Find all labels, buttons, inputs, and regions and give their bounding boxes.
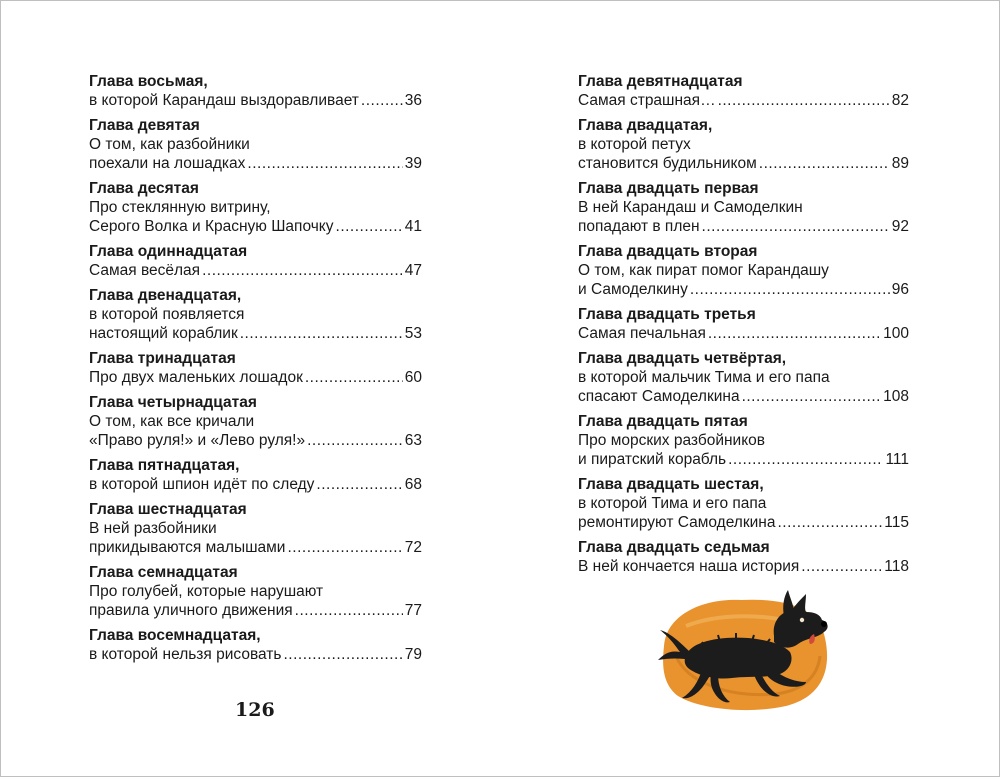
chapter-title: Глава пятнадцатая,: [89, 457, 240, 474]
chapter-subtitle-line: прикидываются малышами: [89, 539, 286, 556]
dot-leader: [202, 261, 403, 280]
chapter-subtitle-line: в которой петух: [578, 136, 691, 153]
chapter-title: Глава двадцать третья: [578, 306, 756, 323]
chapter-subtitle-line: в которой нельзя рисовать: [89, 646, 282, 663]
chapter-subtitle-line: в которой появляется: [89, 306, 245, 323]
chapter-page-number: 53: [404, 325, 422, 342]
dog-illustration: [656, 586, 832, 714]
chapter-page-number: 36: [404, 92, 422, 109]
chapter-title: Глава семнадцатая: [89, 564, 238, 581]
dot-leader: [316, 475, 402, 494]
toc-entry: [89, 242, 422, 280]
chapter-subtitle-line: настоящий кораблик: [89, 325, 238, 342]
chapter-subtitle-line: В ней разбойники: [89, 520, 217, 537]
chapter-title: Глава двадцать вторая: [578, 243, 758, 260]
chapter-page-number: 115: [884, 514, 909, 531]
chapter-title: Глава двенадцатая,: [89, 287, 242, 304]
chapter-last-line: [89, 475, 422, 494]
chapter-subtitle-line: и Самоделкину: [578, 281, 688, 298]
chapter-page-number: 41: [404, 218, 422, 235]
chapter-title: Глава двадцать пятая: [578, 413, 748, 430]
toc-entry: [578, 475, 909, 532]
dot-leader: [307, 431, 403, 450]
toc-entry: [578, 72, 909, 110]
dot-leader: [690, 280, 890, 299]
chapter-page-number: 68: [404, 476, 422, 493]
dot-leader: [702, 217, 890, 236]
chapter-subtitle-line: Самая страшная…: [578, 92, 716, 109]
toc-entry: [578, 305, 909, 343]
chapter-page-number: 39: [404, 155, 422, 172]
chapter-last-line: [89, 538, 422, 557]
chapter-subtitle-line: Про двух маленьких лошадок: [89, 369, 303, 386]
chapter-subtitle-line: В ней кончается наша история: [578, 558, 800, 575]
dot-leader: [718, 91, 890, 110]
chapter-page-number: 82: [891, 92, 909, 109]
chapter-page-number: 63: [404, 432, 422, 449]
chapter-subtitle-line: В ней Карандаш и Самоделкин: [578, 199, 803, 216]
chapter-last-line: [89, 368, 422, 387]
dot-leader: [708, 324, 881, 343]
chapter-last-line: [89, 261, 422, 280]
chapter-subtitle-line: и пиратский корабль: [578, 451, 727, 468]
chapter-last-line: [578, 513, 909, 532]
chapter-title: Глава девятнадцатая: [578, 73, 743, 90]
chapter-subtitle-line: Самая весёлая: [89, 262, 201, 279]
chapter-page-number: 60: [404, 369, 422, 386]
chapter-last-line: [578, 280, 909, 299]
dot-leader: [283, 645, 402, 664]
chapter-subtitle-line: О том, как разбойники: [89, 136, 250, 153]
chapter-title: Глава двадцать первая: [578, 180, 759, 197]
chapter-title: Глава одиннадцатая: [89, 243, 248, 260]
chapter-title: Глава восьмая,: [89, 73, 208, 90]
chapter-last-line: [89, 154, 422, 173]
chapter-subtitle-line: в которой шпион идёт по следу: [89, 476, 315, 493]
toc-entry: [89, 72, 422, 110]
chapter-last-line: [89, 645, 422, 664]
toc-entry: [578, 349, 909, 406]
dot-leader: [361, 91, 403, 110]
chapter-subtitle-line: в которой Карандаш выздоравливает: [89, 92, 359, 109]
chapter-last-line: [89, 217, 422, 236]
chapter-page-number: 79: [404, 646, 422, 663]
dot-leader: [336, 217, 403, 236]
chapter-subtitle-line: в которой Тима и его папа: [578, 495, 767, 512]
chapter-subtitle-line: О том, как все кричали: [89, 413, 255, 430]
toc-entry: [578, 538, 909, 576]
chapter-subtitle-line: поехали на лошадках: [89, 155, 246, 172]
toc-entry: [578, 179, 909, 236]
toc-entry: [89, 500, 422, 557]
chapter-subtitle-line: Про голубей, которые нарушают: [89, 583, 324, 600]
chapter-title: Глава двадцать седьмая: [578, 539, 770, 556]
toc-entry: [89, 563, 422, 620]
dot-leader: [801, 557, 882, 576]
chapter-last-line: [89, 601, 422, 620]
chapter-last-line: [578, 387, 909, 406]
chapter-subtitle-line: Самая печальная: [578, 325, 706, 342]
dot-leader: [777, 513, 882, 532]
toc-entry: [578, 116, 909, 173]
toc-entry: [89, 179, 422, 236]
chapter-subtitle-line: в которой мальчик Тима и его папа: [578, 369, 830, 386]
dot-leader: [247, 154, 402, 173]
chapter-subtitle-line: становится будильником: [578, 155, 757, 172]
chapter-page-number: 92: [891, 218, 909, 235]
chapter-last-line: [89, 431, 422, 450]
chapter-title: Глава тринадцатая: [89, 350, 236, 367]
chapter-title: Глава четырнадцатая: [89, 394, 257, 411]
chapter-subtitle-line: ремонтируют Самоделкина: [578, 514, 776, 531]
chapter-page-number: 100: [883, 325, 909, 342]
chapter-page-number: 77: [404, 602, 422, 619]
toc-entry: [89, 393, 422, 450]
dot-leader: [759, 154, 890, 173]
toc-left-column: [89, 72, 422, 670]
chapter-subtitle-line: правила уличного движения: [89, 602, 293, 619]
chapter-last-line: [578, 557, 909, 576]
chapter-last-line: [578, 324, 909, 343]
toc-entry: [89, 626, 422, 664]
chapter-subtitle-line: спасают Самоделкина: [578, 388, 740, 405]
chapter-page-number: 111: [885, 451, 909, 468]
dot-leader: [287, 538, 402, 557]
toc-entry: [578, 412, 909, 469]
chapter-last-line: [578, 450, 909, 469]
chapter-last-line: [578, 154, 909, 173]
chapter-title: Глава восемнадцатая,: [89, 627, 261, 644]
dot-leader: [305, 368, 403, 387]
toc-entry: [89, 456, 422, 494]
chapter-page-number: 118: [884, 558, 909, 575]
chapter-page-number: 96: [891, 281, 909, 298]
dot-leader: [728, 450, 883, 469]
chapter-subtitle-line: О том, как пират помог Карандашу: [578, 262, 829, 279]
chapter-last-line: [578, 91, 909, 110]
toc-entry: [89, 116, 422, 173]
chapter-title: Глава девятая: [89, 117, 200, 134]
chapter-last-line: [578, 217, 909, 236]
chapter-subtitle-line: «Право руля!» и «Лево руля!»: [89, 432, 306, 449]
page-number: 126: [235, 699, 275, 721]
toc-entry: [89, 286, 422, 343]
chapter-subtitle-line: Про стеклянную витрину,: [89, 199, 271, 216]
toc-entry: [578, 242, 909, 299]
chapter-last-line: [89, 91, 422, 110]
chapter-last-line: [89, 324, 422, 343]
chapter-subtitle-line: Про морских разбойников: [578, 432, 766, 449]
chapter-page-number: 47: [404, 262, 422, 279]
chapter-title: Глава двадцатая,: [578, 117, 713, 134]
toc-right-column: [578, 72, 909, 582]
toc-entry: [89, 349, 422, 387]
chapter-page-number: 108: [883, 388, 909, 405]
dot-leader: [742, 387, 882, 406]
dot-leader: [295, 601, 403, 620]
chapter-title: Глава двадцать четвёртая,: [578, 350, 787, 367]
chapter-page-number: 89: [891, 155, 909, 172]
dot-leader: [240, 324, 403, 343]
chapter-subtitle-line: попадают в плен: [578, 218, 700, 235]
chapter-title: Глава двадцать шестая,: [578, 476, 764, 493]
chapter-title: Глава десятая: [89, 180, 199, 197]
chapter-page-number: 72: [404, 539, 422, 556]
chapter-title: Глава шестнадцатая: [89, 501, 247, 518]
chapter-subtitle-line: Серого Волка и Красную Шапочку: [89, 218, 334, 235]
